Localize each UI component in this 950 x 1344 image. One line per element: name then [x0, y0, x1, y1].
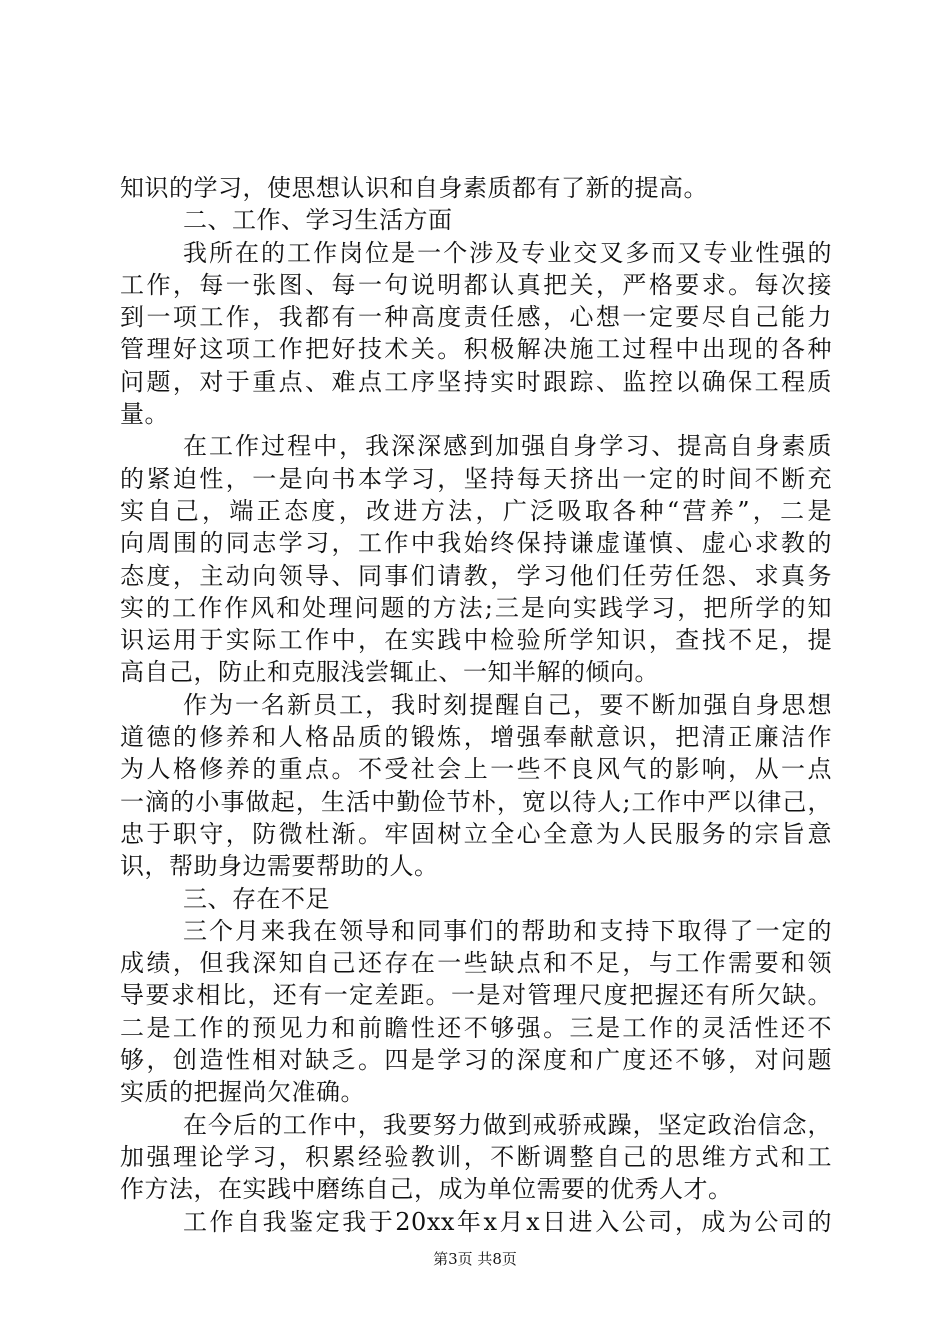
text-line: 一滴的小事做起，生活中勤俭节朴，宽以待人;工作中严以律己，: [120, 787, 832, 816]
text-line: 三个月来我在领导和同事们的帮助和支持下取得了一定的: [183, 916, 832, 945]
text-line: 加强理论学习，积累经验教训，不断调整自己的思维方式和工: [120, 1142, 832, 1171]
document-body: [120, 172, 832, 1238]
text-line: 量。: [120, 400, 169, 429]
text-line: 够，创造性相对缺乏。四是学习的深度和广度还不够，对问题: [120, 1046, 832, 1075]
text-line: 作为一名新员工，我时刻提醒自己，要不断加强自身思想: [183, 690, 832, 719]
text-line: 导要求相比，还有一定差距。一是对管理尺度把握还有所欠缺。: [120, 981, 832, 1010]
text-line: 实自己，端正态度，改进方法，广泛吸取各种“营养”，二是: [120, 496, 832, 525]
text-line: 知识的学习，使思想认识和自身素质都有了新的提高。: [120, 174, 708, 202]
text-line: 到一项工作，我都有一种高度责任感，心想一定要尽自己能力: [120, 303, 832, 332]
text-line: 道德的修养和人格品质的锻炼，增强奉献意识，把清正廉洁作: [120, 723, 832, 752]
text-line: 三、存在不足: [183, 884, 330, 913]
text-line: 工作自我鉴定我于20xx年x月x日进入公司，成为公司的: [183, 1207, 832, 1236]
text-line: 作方法，在实践中磨练自己，成为单位需要的优秀人才。: [120, 1175, 733, 1204]
text-line: 向周围的同志学习，工作中我始终保持谦虚谨慎、虚心求教的: [120, 529, 832, 558]
text-line: 的紧迫性，一是向书本学习，坚持每天挤出一定的时间不断充: [120, 464, 832, 493]
text-line: 识运用于实际工作中，在实践中检验所学知识，查找不足，提: [120, 626, 832, 655]
text-line: 识，帮助身边需要帮助的人。: [120, 852, 439, 881]
text-line: 管理好这项工作把好技术关。积极解决施工过程中出现的各种: [120, 335, 832, 364]
page-footer: [0, 1249, 950, 1269]
text-line: 二是工作的预见力和前瞻性还不够强。三是工作的灵活性还不: [120, 1013, 832, 1042]
text-line: 实的工作作风和处理问题的方法;三是向实践学习，把所学的知: [120, 593, 832, 622]
text-line: 工作，每一张图、每一句说明都认真把关，严格要求。每次接: [120, 270, 832, 299]
text-line: 态度，主动向领导、同事们请教，学习他们任劳任怨、求真务: [120, 561, 832, 590]
text-line: 在今后的工作中，我要努力做到戒骄戒躁，坚定政治信念，: [183, 1110, 832, 1139]
text-line: 成绩，但我深知自己还存在一些缺点和不足，与工作需要和领: [120, 949, 832, 978]
text-line: 二、工作、学习生活方面: [183, 206, 453, 235]
text-line: 我所在的工作岗位是一个涉及专业交叉多而又专业性强的: [183, 238, 832, 267]
text-line: 问题，对于重点、难点工序坚持实时跟踪、监控以确保工程质: [120, 367, 832, 396]
page-number: 第3页 共8页: [433, 1250, 517, 1268]
text-line: 为人格修养的重点。不受社会上一些不良风气的影响，从一点: [120, 755, 832, 784]
text-line: 实质的把握尚欠准确。: [120, 1078, 365, 1107]
text-line: 忠于职守，防微杜渐。牢固树立全心全意为人民服务的宗旨意: [120, 819, 832, 848]
text-line: 高自己，防止和克服浅尝辄止、一知半解的倾向。: [120, 658, 659, 687]
text-line: 在工作过程中，我深深感到加强自身学习、提高自身素质: [183, 432, 832, 461]
